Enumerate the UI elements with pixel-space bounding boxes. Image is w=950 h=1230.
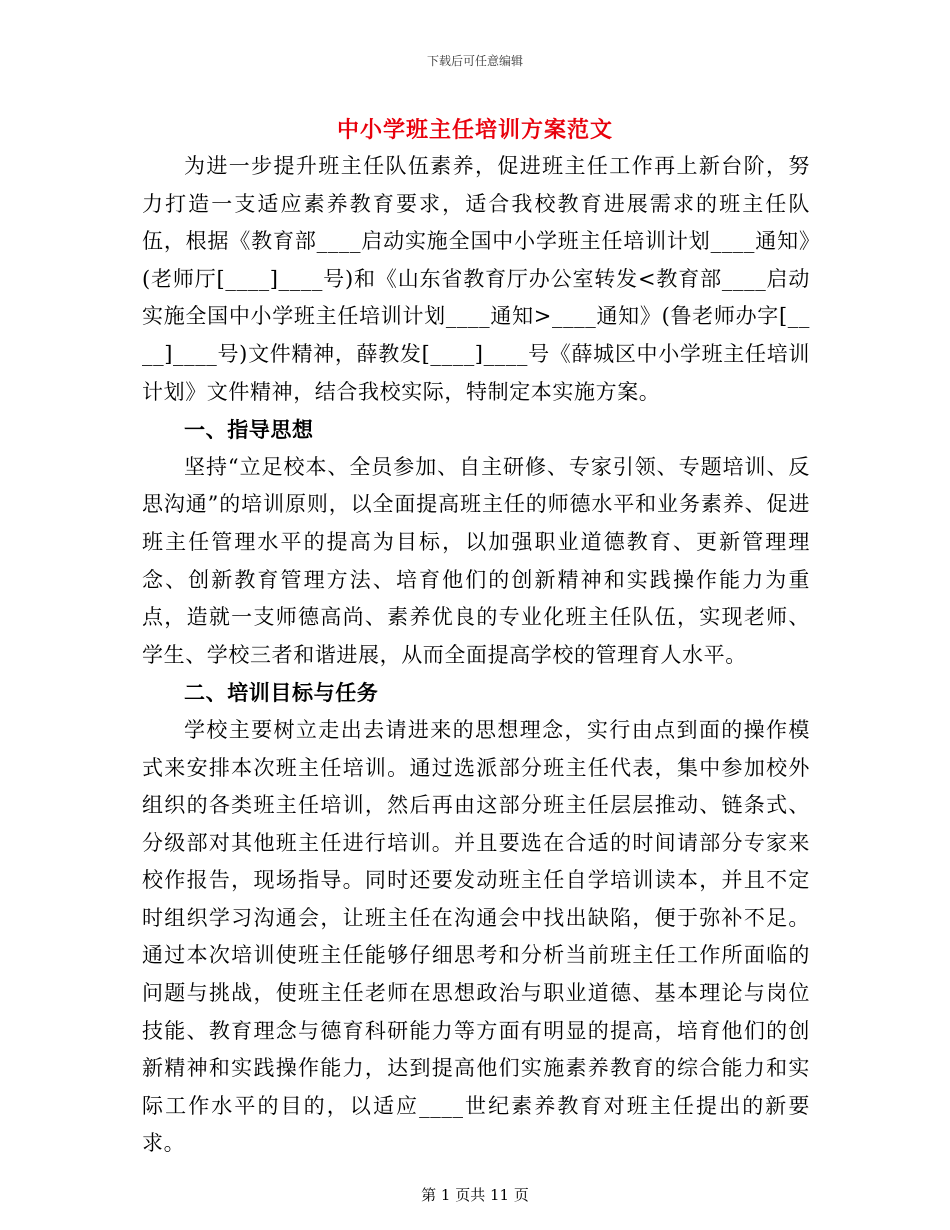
document-body [142, 148, 810, 1163]
section-heading-training-goals: 二、培训目标与任务 [184, 680, 379, 706]
page-footer: 第 1 页共 11 页 [421, 1186, 529, 1204]
intro-paragraph: 为进一步提升班主任队伍素养，促进班主任工作再上新台阶，努力打造一支适应素养教育要求，适合我校教育进展需求的班主任队伍，根据《教育部____启动实施全国中小学班主任培训计划____通知》(老师厅[____]____号)和《山东省教育厅办公室转发<教育部____启动实施全国中小学班主任培训计划____通知>____通知》(鲁老师办字[____]____号)文件精神，薛教发[____]____号《薛城区中小学班主任培训计划》文件精神，结合我校实际，特制定本实施方案。 [142, 154, 810, 404]
section-heading-guiding-ideology: 一、指导思想 [184, 417, 314, 443]
page-header: 下载后可任意编辑 [426, 54, 523, 68]
guiding-ideology-paragraph: 坚持“立足校本、全员参加、自主研修、专家引领、专题培训、反思沟通”的培训原则，以全面提高班主任的师德水平和业务素养、促进班主任管理水平的提高为目标，以加强职业道德教育、更新管理理念、创新教育管理方法、培育他们的创新精神和实践操作能力为重点，造就一支师德高尚、素养优良的专业化班主任队伍，实现老师、学生、学校三者和谐进展，从而全面提高学校的管理育人水平。 [142, 454, 810, 667]
training-goals-paragraph: 学校主要树立走出去请进来的思想理念，实行由点到面的操作模式来安排本次班主任培训。通过选派部分班主任代表，集中参加校外组织的各类班主任培训，然后再由这部分班主任层层推动、链条式、分级部对其他班主任进行培训。并且要选在合适的时间请部分专家来校作报告，现场指导。同时还要发动班主任自学培训读本，并且不定时组织学习沟通会，让班主任在沟通会中找出缺陷，便于弥补不足。通过本次培训使班主任能够仔细思考和分析当前班主任工作所面临的问题与挑战，使班主任老师在思想政治与职业道德、基本理论与岗位技能、教育理念与德育科研能力等方面有明显的提高，培育他们的创新精神和实践操作能力，达到提高他们实施素养教育的综合能力和实际工作水平的目的，以适应____世纪素养教育对班主任提出的新要求。 [142, 717, 810, 1156]
document-title: 中小学班主任培训方案范文 [336, 117, 613, 143]
